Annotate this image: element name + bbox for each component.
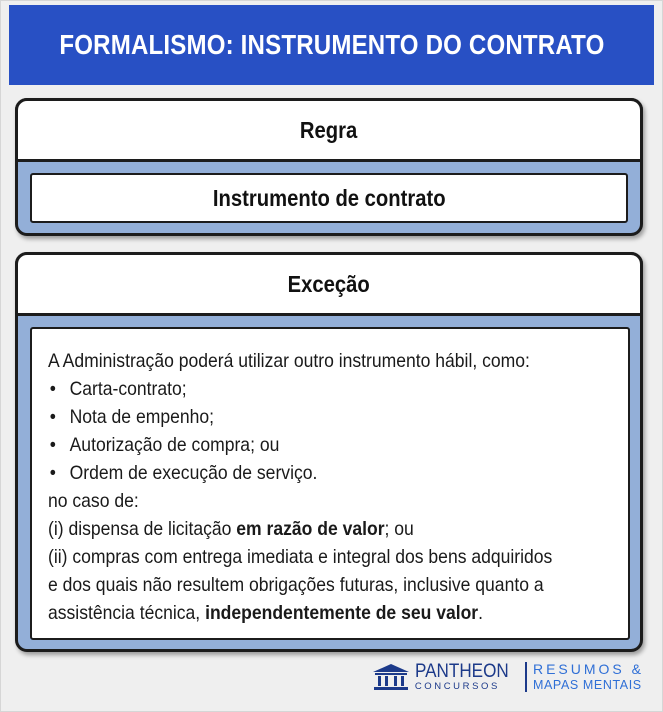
list-item-text: Carta-contrato; <box>69 378 187 400</box>
list-item-text: Ordem de execução de serviço. <box>69 462 318 484</box>
bullet-icon: • <box>49 406 56 428</box>
brand-subtitle: CONCURSOS <box>414 681 500 693</box>
condition-intro: no caso de: <box>48 490 139 512</box>
condition-item-ii-line-2: e dos quais não resultem obrigações futuras, inclusive quanto a <box>48 574 544 596</box>
rule-content-box <box>30 173 628 223</box>
list-item <box>48 403 570 431</box>
page-title: FORMALISMO: INSTRUMENTO DO CONTRATO <box>58 29 605 60</box>
condition-item-ii-suffix: . <box>478 602 484 624</box>
exception-heading: Exceção <box>287 270 371 297</box>
rule-card-header <box>15 98 643 162</box>
list-item-text: Nota de empenho; <box>69 406 215 428</box>
brand-tagline-line-1: RESUMOS & <box>532 661 644 678</box>
bullet-icon: • <box>49 462 56 484</box>
condition-item-ii-line-1: (ii) compras com entrega imediata e integral dos bens adquiridos <box>48 546 553 568</box>
bullet-icon: • <box>49 378 56 400</box>
brand-divider <box>525 662 527 692</box>
brand-tagline-line-2: MAPAS MENTAIS <box>532 678 642 693</box>
exception-content-box <box>30 327 630 640</box>
brand-name: PANTHEON <box>414 661 509 683</box>
exception-intro: A Administração poderá utilizar outro instrumento hábil, como: <box>48 350 530 372</box>
brand-name-block <box>415 662 519 692</box>
list-item <box>48 459 570 487</box>
condition-item-i-suffix: ; ou <box>384 518 414 540</box>
brand-tagline <box>533 662 644 692</box>
condition-item-i <box>48 515 570 543</box>
pantheon-temple-icon <box>371 662 411 692</box>
rule-content: Instrumento de contrato <box>212 184 446 211</box>
condition-item-i-prefix: (i) dispensa de licitação <box>48 518 237 540</box>
rule-heading: Regra <box>300 116 358 143</box>
bullet-icon: • <box>49 434 56 456</box>
list-item <box>48 375 570 403</box>
list-item-text: Autorização de compra; ou <box>69 434 280 456</box>
condition-item-i-emphasis: em razão de valor <box>236 518 385 540</box>
list-item <box>48 431 570 459</box>
condition-item-ii-line-3 <box>48 599 570 627</box>
condition-item-ii-emphasis: independentemente de seu valor <box>205 602 479 624</box>
condition-item-ii-prefix: assistência técnica, <box>48 602 206 624</box>
title-banner <box>9 5 654 85</box>
rule-card <box>15 98 643 236</box>
brand-footer <box>371 661 644 693</box>
exception-card-header <box>15 252 643 316</box>
exception-card <box>15 252 643 652</box>
